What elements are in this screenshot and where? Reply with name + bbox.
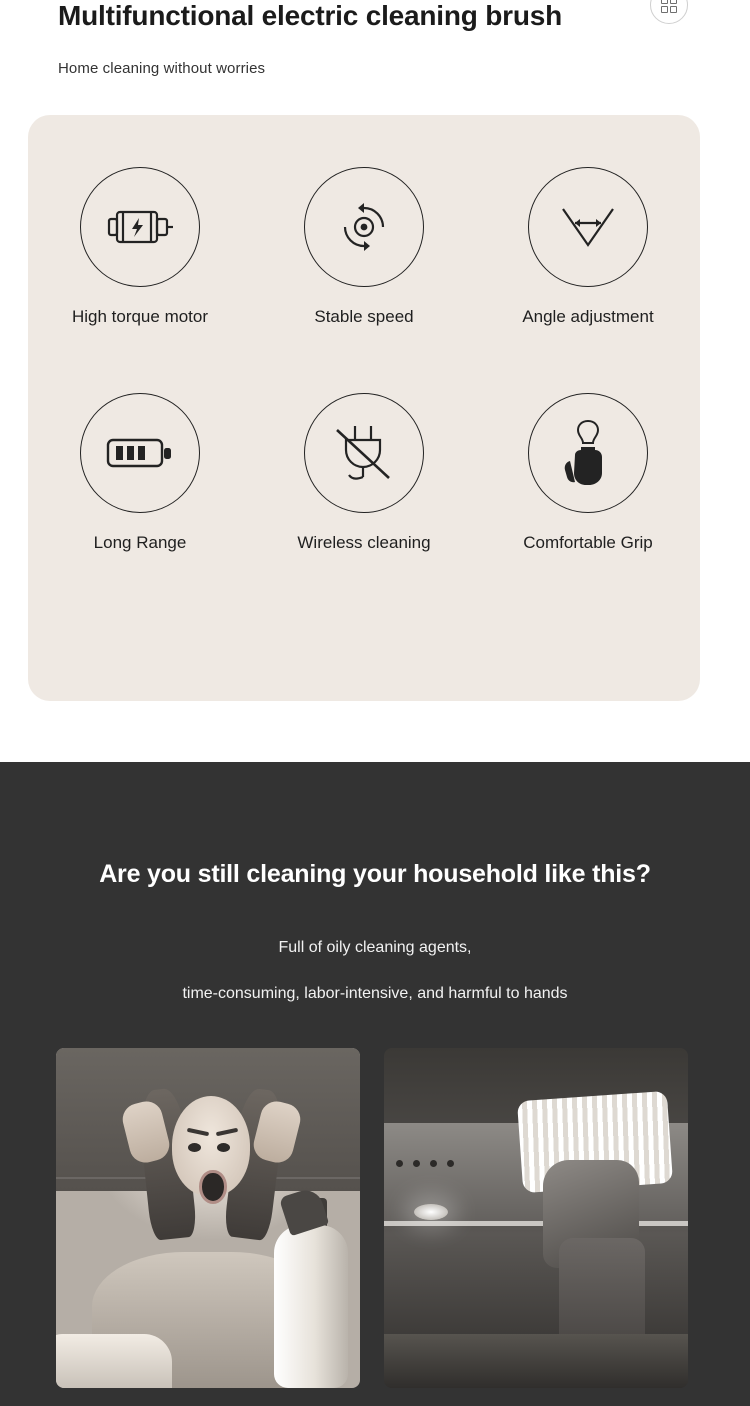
hood-control-dots (396, 1160, 454, 1167)
problem-photo-row (0, 1003, 750, 1388)
motor-icon (80, 167, 200, 287)
page-subtitle: Home cleaning without worries (58, 60, 266, 77)
photo-frustrated-woman (56, 1048, 360, 1388)
control-dot (413, 1160, 420, 1167)
qr-cell (670, 6, 677, 13)
problem-section (0, 762, 750, 1406)
hand-grip-icon (528, 393, 648, 513)
feature-item-long-range (28, 393, 252, 553)
feature-item-angle-adjustment (476, 167, 700, 327)
open-mouth (199, 1170, 227, 1204)
spray-bottle (274, 1225, 348, 1388)
photo-gloved-hand-wiping (384, 1048, 688, 1388)
no-plug-icon (304, 393, 424, 513)
towel (56, 1334, 172, 1388)
feature-label: Comfortable Grip (523, 533, 653, 552)
feature-label: Long Range (93, 533, 187, 552)
feature-label: Angle adjustment (522, 307, 654, 326)
counter-surface (384, 1334, 688, 1388)
problem-heading: Are you still cleaning your household like this? (99, 860, 651, 888)
page-title: Multifunctional electric cleaning brush (58, 0, 563, 31)
problem-line-2: time-consuming, labor-intensive, and harmful to hands (182, 985, 568, 1002)
feature-item-comfortable-grip (476, 393, 700, 553)
feature-item-stable-speed (252, 167, 476, 327)
control-dot (447, 1160, 454, 1167)
hood-edge (384, 1221, 688, 1226)
control-dot (430, 1160, 437, 1167)
qr-cell (661, 6, 668, 13)
control-dot (396, 1160, 403, 1167)
qr-code-icon[interactable] (650, 0, 688, 24)
feature-grid (28, 167, 700, 553)
battery-icon (80, 393, 200, 513)
feature-label: Stable speed (314, 307, 414, 326)
feature-label: Wireless cleaning (297, 533, 431, 552)
feature-card (28, 115, 700, 701)
title-row (0, 0, 750, 34)
feature-item-wireless-cleaning (252, 393, 476, 553)
qr-code-glyph (661, 0, 677, 13)
qr-cell (661, 0, 668, 4)
feature-item-high-torque-motor (28, 167, 252, 327)
angle-adjustment-icon (528, 167, 648, 287)
feature-label: High torque motor (71, 307, 209, 326)
problem-line-1: Full of oily cleaning agents, (278, 939, 472, 956)
qr-cell (670, 0, 677, 4)
rotation-speed-icon (304, 167, 424, 287)
